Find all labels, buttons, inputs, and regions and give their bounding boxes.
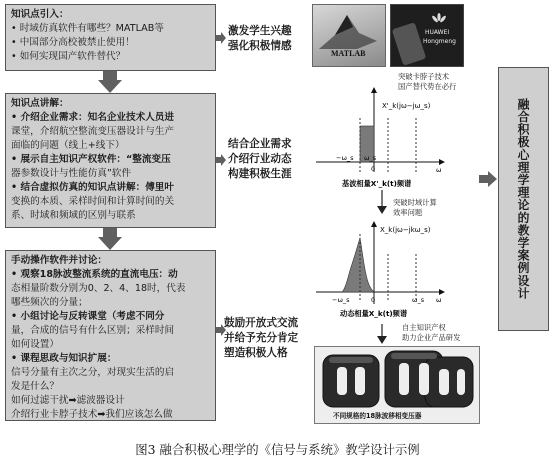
practice-line: • 小组讨论与反转课堂（考虑不同分	[11, 311, 165, 322]
intro-line: • 时域仿真软件有哪些？MATLAB等	[11, 23, 164, 34]
note-line: 突破卡脖子技术	[398, 72, 450, 81]
lecture-line: • 结合虚拟仿真的知识点讲解：傅里叶	[11, 182, 174, 193]
practice-line: 哪些频次的分量；	[11, 297, 88, 308]
goal-label-line: 结合企业需求	[228, 138, 292, 150]
intro-box-title: 知识点引入：	[11, 9, 69, 20]
goal-label-interest	[228, 24, 292, 54]
tick-label: −ω_s	[336, 154, 354, 162]
lecture-line: 器参数设计与性能仿真”软件	[11, 168, 132, 179]
photo-caption: 不同规格的18脉波移相变压器	[333, 412, 422, 420]
down-arrow-icon	[376, 190, 388, 214]
right-arrow-icon	[216, 154, 226, 166]
matlab-logo	[312, 4, 386, 67]
teaching-case-design-box	[498, 67, 549, 331]
intro-line: • 如何实现国产软件替代？	[11, 51, 126, 62]
huawei-harmony-logo	[390, 4, 464, 67]
lecture-line: • 展示自主知识产权软件：“整流变压	[11, 154, 171, 165]
lecture-line: 面临的问题（线上+线下）	[11, 140, 125, 151]
goal-label-line: 并给予充分肯定	[224, 332, 299, 344]
practice-line: 态相量阶数分别为0、2、4、18时，代表	[11, 283, 186, 294]
teaching-case-design-title: 融合积极心理学理论的教学案例设计	[516, 98, 530, 300]
practice-line: 介绍行业卡脖子技术➡我们应该怎么做	[11, 409, 173, 420]
fundamental-spectrum-plot	[312, 78, 448, 190]
right-arrow-icon	[216, 32, 226, 44]
lecture-line: 课堂，介绍航空整流变压器设计与生产	[11, 126, 175, 137]
lecture-line: 变换的本质、采样时间和计算时间的关	[11, 196, 175, 207]
figure-caption: 图3 融合积极心理学的《信号与系统》教学设计示例	[135, 442, 420, 457]
goal-label-line: 激发学生兴趣	[228, 25, 292, 37]
tick-label: −ω_s	[332, 296, 350, 304]
lecture-line: • 介绍企业需求：知名企业技术人员进	[11, 112, 174, 123]
right-arrow-icon	[479, 171, 497, 187]
tick-label: ω_s	[364, 154, 377, 162]
note-line: 助力企业产品研发	[402, 333, 461, 342]
practice-line: • 课程思政与知识扩展：	[11, 353, 117, 364]
practice-box	[5, 250, 216, 421]
matlab-wordmark: MATLAB	[331, 49, 366, 58]
tick-label: ω	[436, 166, 442, 174]
goal-label-line: 鼓励开放式交流	[224, 317, 299, 329]
y-axis-label: X_k(jω−jkω_s)	[380, 226, 431, 234]
tick-label: 0	[371, 165, 376, 173]
goal-label-line: 构建积极生涯	[228, 168, 292, 180]
goal-label-line: 塑造积极人格	[224, 347, 288, 359]
down-arrow-icon	[98, 71, 122, 93]
huawei-wordmark: HUAWEI	[425, 29, 450, 36]
tick-label: ω	[436, 296, 442, 304]
intro-box	[5, 4, 216, 71]
intro-line: • 中国部分高校被禁止使用！	[11, 37, 135, 48]
note-line: 突破时域计算	[393, 198, 437, 207]
y-axis-label: X'_k(jω−jω_s)	[382, 102, 431, 110]
huawei-petal-icon	[431, 13, 447, 27]
practice-line: 量，合成的信号有什么区别；采样时间	[11, 325, 175, 336]
tick-label: 0	[371, 296, 376, 304]
note-enterprise	[402, 323, 460, 343]
goal-label-line: 介绍行业动态	[228, 153, 292, 165]
down-arrow-icon	[376, 324, 388, 344]
note-line: 自主知识产权	[402, 323, 446, 332]
chart-caption: 动态相量X_k(t)频谱	[340, 309, 408, 318]
goal-label-personality	[224, 316, 298, 361]
goal-label-line: 强化积极情感	[228, 40, 292, 52]
practice-line: 如何设置）	[11, 339, 59, 350]
note-line: 效率问题	[393, 208, 423, 217]
down-arrow-icon	[98, 228, 122, 250]
practice-line: 发是什么？	[11, 381, 59, 392]
chart-caption: 基波相量X'_k(t)频谱	[342, 179, 412, 188]
tick-label: ω_s	[412, 296, 425, 304]
lecture-box	[5, 93, 216, 228]
lecture-box-title: 知识点讲解：	[11, 98, 69, 109]
transformer-photo	[314, 346, 480, 424]
practice-line: 信号分量有主次之分，对现实生活的启	[11, 367, 175, 378]
lecture-line: 系、时域和频域的区别与联系	[11, 210, 136, 221]
dynamic-phasor-spectrum-plot	[312, 214, 448, 322]
practice-line: 如何过滤干扰➡滤波器设计	[11, 395, 125, 406]
note-line: 国产替代势在必行	[398, 82, 457, 91]
harmony-wordmark: Hongmeng	[423, 38, 456, 45]
goal-label-career	[228, 137, 292, 182]
spectrum-curve	[342, 238, 374, 292]
practice-box-title: 手动操作软件并讨论：	[11, 255, 107, 266]
practice-line: • 观察18脉波整流系统的直流电压：动	[11, 269, 178, 280]
